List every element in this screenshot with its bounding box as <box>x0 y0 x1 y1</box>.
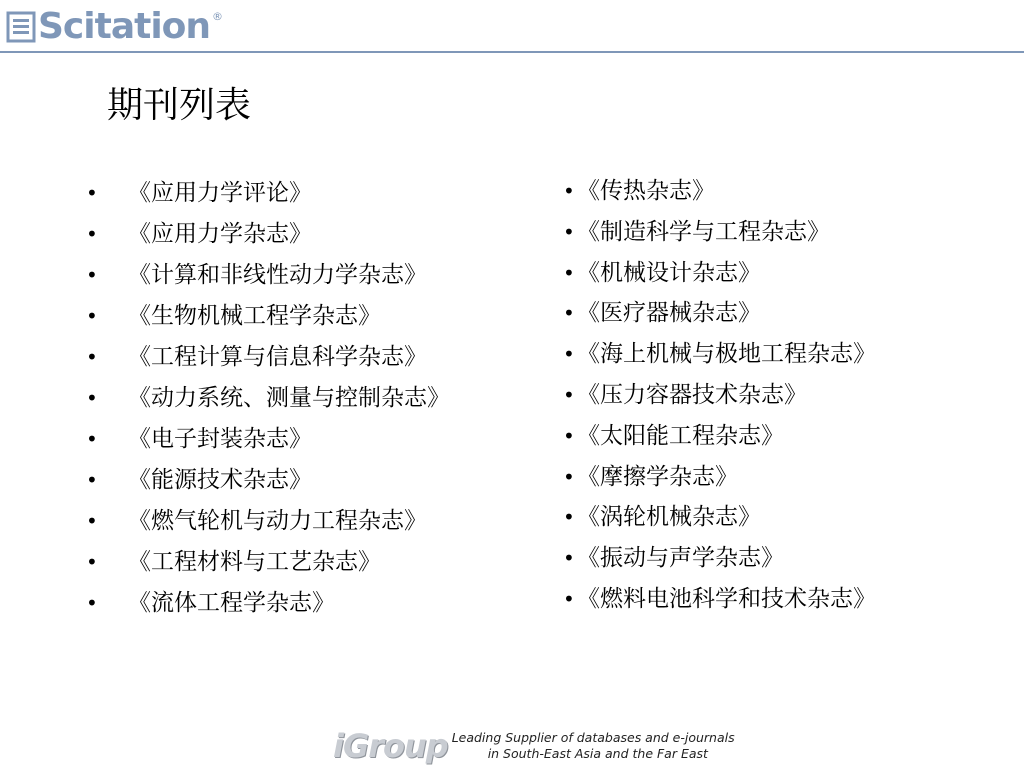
list-item: • 《医疗器械杂志》 <box>563 298 1003 328</box>
list-item: • 《压力容器技术杂志》 <box>563 380 1003 410</box>
page-title: 期刊列表 <box>107 85 252 126</box>
list-item: • 《流体工程学杂志》 <box>86 588 496 618</box>
list-item: • 《太阳能工程杂志》 <box>563 421 1003 451</box>
list-item: • 《应用力学评论》 <box>86 178 496 208</box>
footer-tagline <box>452 730 735 762</box>
list-item: • 《制造科学与工程杂志》 <box>563 217 1003 247</box>
list-item: • 《海上机械与极地工程杂志》 <box>563 339 1003 369</box>
scitation-logo <box>6 6 223 48</box>
list-item: • 《应用力学杂志》 <box>86 219 496 249</box>
list-item: • 《燃气轮机与动力工程杂志》 <box>86 506 496 536</box>
list-item: • 《生物机械工程学杂志》 <box>86 301 496 331</box>
list-item: • 《电子封装杂志》 <box>86 424 496 454</box>
list-item: • 《工程材料与工艺杂志》 <box>86 547 496 577</box>
list-item: • 《计算和非线性动力学杂志》 <box>86 260 496 290</box>
list-item: • 《摩擦学杂志》 <box>563 462 1003 492</box>
registered-mark: ® <box>212 10 224 23</box>
footer <box>333 724 735 768</box>
journal-list-left <box>86 178 496 629</box>
journal-list-right <box>563 176 1003 625</box>
igroup-logo: iGroup <box>333 727 448 765</box>
tagline-line-1: Leading Supplier of databases and e-journals <box>451 730 735 745</box>
list-item: • 《能源技术杂志》 <box>86 465 496 495</box>
list-item: • 《机械设计杂志》 <box>563 258 1003 288</box>
list-item: • 《燃料电池科学和技术杂志》 <box>563 584 1003 614</box>
list-item: • 《涡轮机械杂志》 <box>563 502 1003 532</box>
document-icon <box>6 11 36 43</box>
tagline-line-2: in South-East Asia and the Far East <box>487 746 708 761</box>
list-item: • 《传热杂志》 <box>563 176 1003 206</box>
list-item: • 《动力系统、测量与控制杂志》 <box>86 383 496 413</box>
header-divider <box>0 51 1024 53</box>
logo-text: Scitation <box>38 6 211 47</box>
list-item: • 《工程计算与信息科学杂志》 <box>86 342 496 372</box>
list-item: • 《振动与声学杂志》 <box>563 543 1003 573</box>
